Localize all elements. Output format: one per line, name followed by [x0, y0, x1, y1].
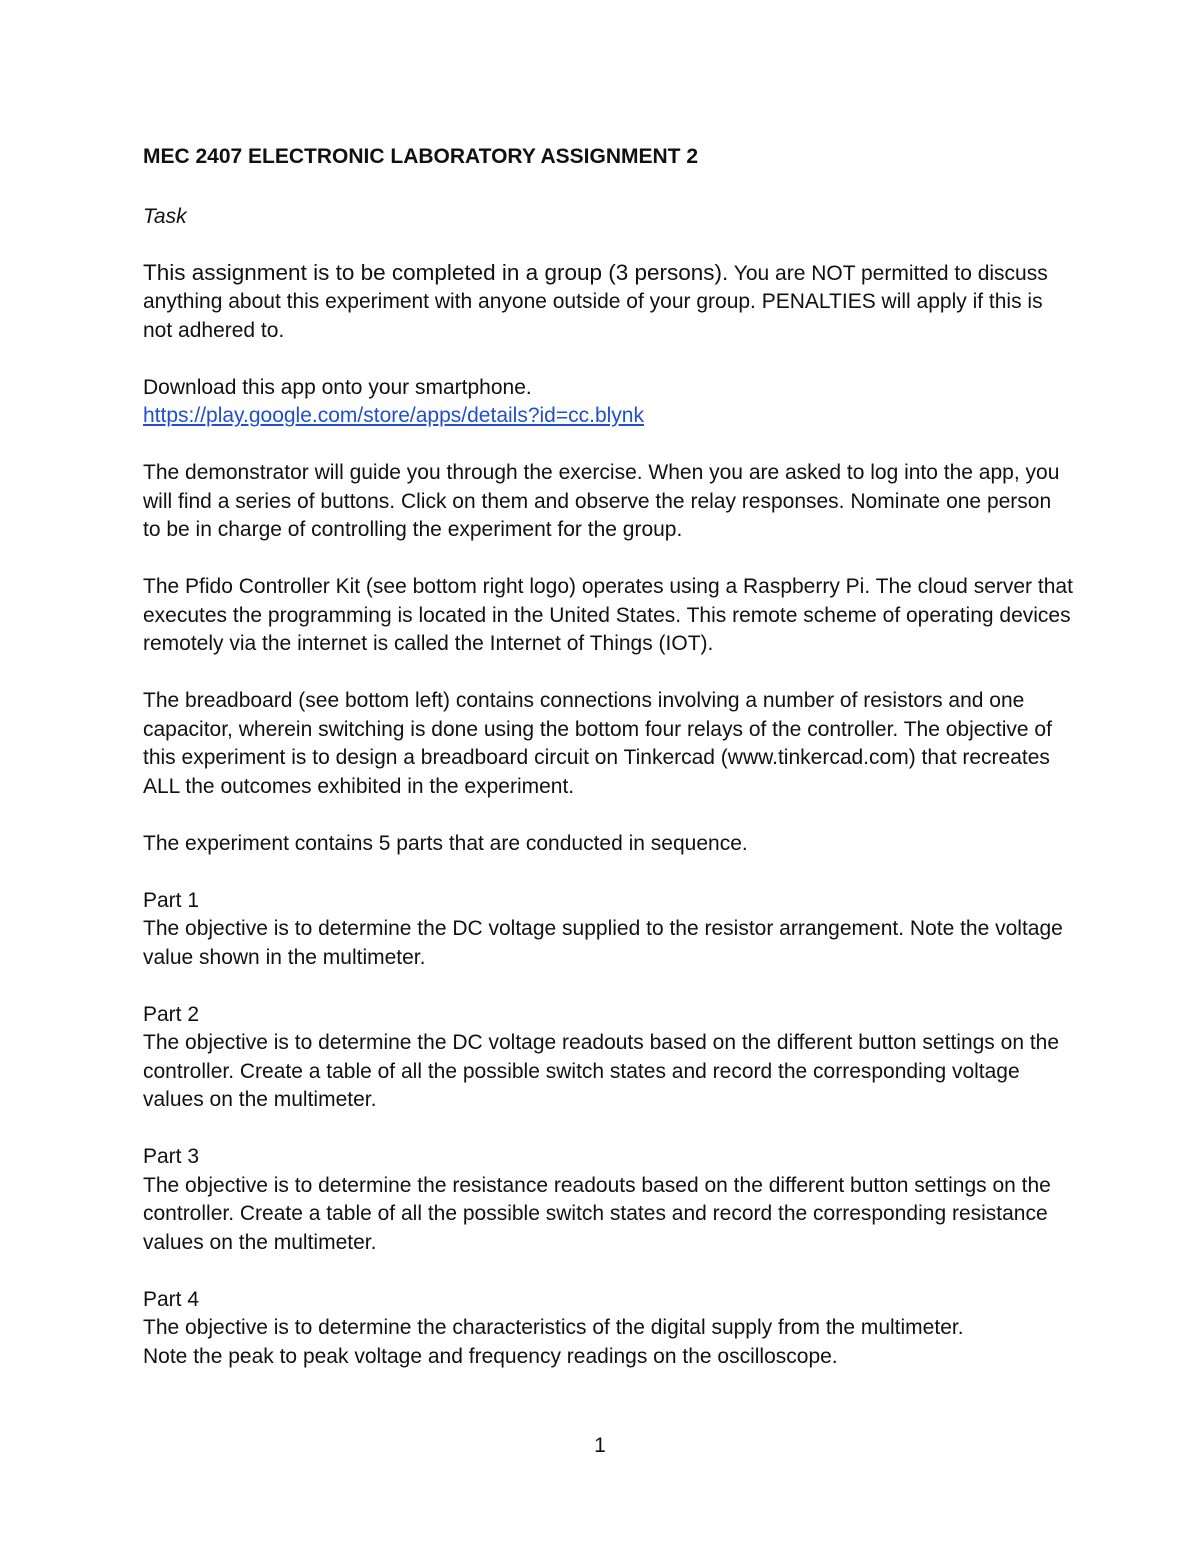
document-body	[143, 143, 1073, 1371]
controller-kit-paragraph: The Pfido Controller Kit (see bottom right logo) operates using a Raspberry Pi. The cloud server that executes the programming is located in the United States. This remote scheme of operating devices remotely via the internet is called the Internet of Things (IOT).	[143, 575, 1073, 655]
intro-lead: This assignment is to be completed in a group (3 persons).	[143, 259, 729, 285]
intro-rest: You are NOT permitted to discuss anything about this experiment with anyone outside of your group. PENALTIES will apply if this is not adhered to.	[143, 261, 1048, 342]
part-4-text-line1: The objective is to determine the characteristics of the digital supply from the multimeter.	[143, 1316, 964, 1339]
part-3-text: The objective is to determine the resistance readouts based on the different button settings on the controller. Create a table of all the possible switch states and record the corresponding resistance values on the multimeter.	[143, 1173, 1051, 1254]
document-title: MEC 2407 ELECTRONIC LABORATORY ASSIGNMENT 2	[143, 145, 699, 168]
download-link-line	[143, 402, 1073, 431]
app-download-link[interactable]: https://play.google.com/store/apps/details?id=cc.blynk	[143, 404, 644, 427]
intro-paragraph	[143, 259, 1073, 346]
download-instruction: Download this app onto your smartphone.	[143, 375, 532, 399]
demonstrator-paragraph: The demonstrator will guide you through the exercise. When you are asked to log into the app, you will find a series of buttons. Click on them and observe the relay responses. Nominate one person to be in charge of controlling the experiment for the group.	[143, 461, 1060, 541]
part-4-heading: Part 4	[143, 1287, 200, 1311]
part-2-heading: Part 2	[143, 1002, 200, 1026]
part-2-text: The objective is to determine the DC voltage readouts based on the different button settings on the controller. Create a table of all the possible switch states and record the corresponding voltage values on the multimeter.	[143, 1031, 1060, 1111]
part-1-heading: Part 1	[143, 888, 200, 912]
part-1-text: The objective is to determine the DC voltage supplied to the resistor arrangement. Note the voltage value shown in the multimeter.	[143, 917, 1063, 969]
breadboard-paragraph: The breadboard (see bottom left) contains connections involving a number of resistors and one capacitor, wherein switching is done using the bottom four relays of the controller. The objective of this experiment is to design a breadboard circuit on Tinkercad (www.tinkercad.com) that recreates ALL the outcomes exhibited in the experiment.	[143, 689, 1052, 798]
part-3-heading: Part 3	[143, 1145, 200, 1168]
experiment-parts-paragraph: The experiment contains 5 parts that are conducted in sequence.	[143, 831, 748, 855]
part-4-text-line2: Note the peak to peak voltage and frequency readings on the oscilloscope.	[143, 1344, 838, 1368]
task-subtitle: Task	[143, 205, 187, 228]
page-number: 1	[594, 1434, 606, 1457]
